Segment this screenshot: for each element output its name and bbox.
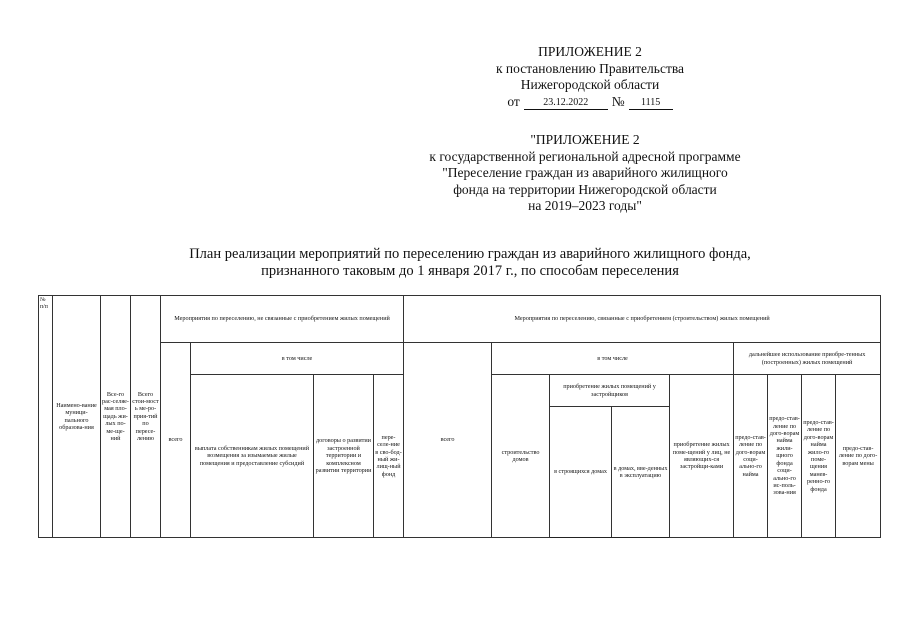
group-no-acquisition-header: Мероприятия по переселению, не связанные с приобретением жилых помещений xyxy=(161,296,404,343)
commissioned-header: в домах, вве-денных в эксплуатацию xyxy=(612,407,670,538)
resolution-number: 1115 xyxy=(629,97,673,110)
plan-title-line-2: признанного таковым до 1 января 2017 г., по способам переселения xyxy=(261,263,679,279)
construction-header: строительство домов xyxy=(492,375,550,538)
under-construction-header: в строящихся домах xyxy=(550,407,612,538)
resettlement-maneuver-header: пере-селе-ние в сво-бод-ный жи-лищ-ный фонд xyxy=(374,375,404,538)
col-total-cost-header: Всего стои-мост ь ме-ро-прия-тий по пересе-лению xyxy=(131,296,161,538)
appendix-region-line: Нижегородской области xyxy=(520,77,660,92)
program-appendix-title: "ПРИЛОЖЕНИЕ 2 xyxy=(530,132,640,147)
appendix-resolution-line: к постановлению Правительства xyxy=(495,60,685,76)
including-no-acquisition-header: в том числе xyxy=(191,343,404,375)
maneuver-fund-rent-header: предо-став-ление по дого-ворам найма жило-го поме-щения манев-ренно-го фонда xyxy=(802,375,836,538)
from-developers-header: приобретение жилых помещений у застройщиков xyxy=(550,375,670,407)
program-appendix-line-3: "Переселение граждан из аварийного жилищного xyxy=(442,165,728,180)
plan-title-line-1: План реализации мероприятий по переселению граждан из аварийного жилищного фонда, xyxy=(189,246,751,262)
total-no-acquisition-header: всего xyxy=(161,343,191,538)
including-acquisition-header: в том числе xyxy=(492,343,734,375)
appendix-header xyxy=(420,44,760,110)
from-non-developers-header: приобретение жилых поме-щений у лиц, не являющих-ся застройщи-ками xyxy=(670,375,734,538)
group-acquisition-header: Мероприятия по переселению, связанные с приобретением (строительством) жилых помещений xyxy=(404,296,881,343)
further-use-header: дальнейшее использование приобре-тенных (построенных) жилых помещений xyxy=(734,343,881,375)
program-appendix-line-4: фонда на территории Нижегородской области xyxy=(453,181,717,197)
from-label: от xyxy=(507,93,520,109)
resolution-date: 23.12.2022 xyxy=(524,97,608,110)
housing-fund-rent-header: предо-став-ление по дого-ворам найма жили-щного фонда соци-ально-го ис-поль-зова-ния xyxy=(768,375,802,538)
col-municipality-header: Наимено-вание муници-пального образова-ния xyxy=(53,296,101,538)
social-rent-header: предо-став-ление по дого-ворам соци-ально-го найма xyxy=(734,375,768,538)
col-number-header: № п/п xyxy=(39,296,53,538)
resettlement-plan-table xyxy=(38,295,881,538)
exchange-header: предо-став-ление по дого-ворам мены xyxy=(836,375,881,538)
appendix-title: ПРИЛОЖЕНИЕ 2 xyxy=(538,44,642,59)
plan-title xyxy=(120,246,820,280)
program-appendix-line-2: к государственной региональной адресной программе xyxy=(429,148,741,164)
number-label: № xyxy=(611,93,625,109)
col-total-area-header: Все-го рас-селяе-мая пло-щадь жи-лых по-ме-ще-ний xyxy=(101,296,131,538)
total-acquisition-header: всего xyxy=(404,343,492,538)
appendix-date-line xyxy=(420,94,760,111)
program-appendix-line-5: на 2019–2023 годы" xyxy=(528,198,642,213)
program-appendix xyxy=(385,132,785,215)
buyout-header: выплата собственникам жилых помещений возмещения за изымаемые жилые помещения и предоставление субсидий xyxy=(191,375,314,538)
development-contracts-header: договоры о развитии застроенной территории и комплексном развитии территории xyxy=(314,375,374,538)
